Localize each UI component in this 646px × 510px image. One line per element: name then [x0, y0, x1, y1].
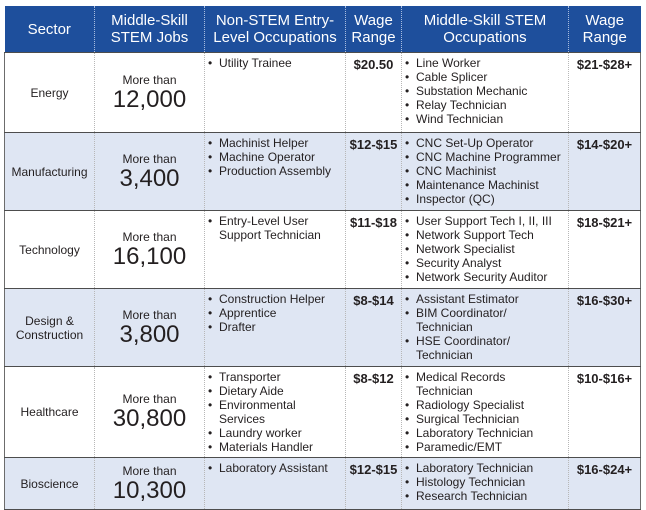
stem-occupations-cell — [402, 211, 569, 289]
jobs-cell — [95, 133, 205, 211]
list-item: • Surgical Technician — [405, 412, 565, 426]
list-item: • Drafter — [208, 320, 342, 334]
table-row — [5, 53, 641, 133]
table-body — [5, 53, 641, 510]
list-item: • Machinist Helper — [208, 136, 342, 150]
table-row — [5, 367, 641, 458]
jobs-prefix: More than — [122, 307, 177, 322]
list-item: • Security Analyst — [405, 256, 565, 270]
entry-occupations-list — [208, 461, 342, 475]
sector-cell: Healthcare — [5, 367, 95, 458]
table-header-row — [5, 6, 641, 53]
sector-cell: Manufacturing — [5, 133, 95, 211]
jobs-prefix: More than — [122, 463, 177, 478]
list-item: • Research Technician — [405, 489, 565, 503]
jobs-prefix: More than — [122, 392, 177, 406]
entry-occupations-cell — [205, 211, 346, 289]
stem-wage-cell: $16-$24+ — [569, 458, 641, 510]
stem-occupations-cell — [402, 133, 569, 211]
stem-occupations-list — [405, 56, 565, 126]
entry-occupations-list — [208, 56, 342, 70]
table-row — [5, 133, 641, 211]
table-row — [5, 211, 641, 289]
entry-wage-cell: $8-$12 — [346, 367, 402, 458]
jobs-count: 10,300 — [112, 476, 187, 504]
list-item: • Network Specialist — [405, 242, 565, 256]
stem-wage-cell: $21-$28+ — [569, 53, 641, 133]
jobs-prefix: More than — [122, 151, 177, 166]
list-item: • Paramedic/EMT — [405, 440, 565, 454]
entry-occupations-cell — [205, 289, 346, 367]
header-sector: Sector — [5, 6, 95, 53]
jobs-cell — [95, 211, 205, 289]
list-item: • Relay Technician — [405, 98, 565, 112]
entry-wage-cell: $12-$15 — [346, 458, 402, 510]
header-non-stem-entry-level: Non-STEM Entry-Level Occupations — [205, 6, 346, 53]
jobs-count: 3,800 — [119, 320, 180, 348]
table-row — [5, 289, 641, 367]
stem-occupations-list — [405, 461, 565, 503]
list-item: • Machine Operator — [208, 150, 342, 164]
list-item: • Laboratory Technician — [405, 461, 565, 475]
list-item: • Assistant Estimator — [405, 292, 565, 306]
entry-occupations-list — [208, 214, 342, 242]
list-item: • HSE Coordinator/ Technician — [405, 334, 565, 362]
list-item: • Wind Technician — [405, 112, 565, 126]
sector-cell: Energy — [5, 53, 95, 133]
entry-wage-cell: $20.50 — [346, 53, 402, 133]
stem-occupations-list — [405, 136, 565, 206]
jobs-count: 16,100 — [112, 242, 187, 270]
entry-occupations-cell — [205, 458, 346, 510]
stem-occupations-cell — [402, 289, 569, 367]
list-item: • CNC Machinist — [405, 164, 565, 178]
jobs-cell — [95, 289, 205, 367]
entry-occupations-cell — [205, 367, 346, 458]
jobs-count: 30,800 — [112, 405, 187, 432]
entry-occupations-list — [208, 292, 342, 334]
list-item: • Inspector (QC) — [405, 192, 565, 206]
list-item: • Dietary Aide — [208, 384, 342, 398]
entry-occupations-list — [208, 370, 342, 454]
list-item: • Laundry worker — [208, 426, 342, 440]
list-item: • Apprentice — [208, 306, 342, 320]
stem-wage-cell: $10-$16+ — [569, 367, 641, 458]
stem-occupations-list — [405, 214, 565, 284]
header-middle-skill-stem-occupations: Middle-Skill STEM Occupations — [402, 6, 569, 53]
sector-cell: Technology — [5, 211, 95, 289]
list-item: • Materials Handler — [208, 440, 342, 454]
list-item: • Medical Records Technician — [405, 370, 565, 398]
list-item: • Construction Helper — [208, 292, 342, 306]
jobs-cell — [95, 367, 205, 458]
list-item: • Transporter — [208, 370, 342, 384]
entry-wage-cell: $12-$15 — [346, 133, 402, 211]
jobs-prefix: More than — [122, 229, 177, 244]
stem-occupations-cell — [402, 367, 569, 458]
list-item: • Cable Splicer — [405, 70, 565, 84]
entry-occupations-cell — [205, 133, 346, 211]
list-item: • Histology Technician — [405, 475, 565, 489]
list-item: • Laboratory Assistant — [208, 461, 342, 475]
stem-wage-cell: $18-$21+ — [569, 211, 641, 289]
stem-wage-cell: $16-$30+ — [569, 289, 641, 367]
list-item: • Radiology Specialist — [405, 398, 565, 412]
sector-cell: Design & Construction — [5, 289, 95, 367]
list-item: • User Support Tech I, II, III — [405, 214, 565, 228]
entry-occupations-cell — [205, 53, 346, 133]
list-item: • Line Worker — [405, 56, 565, 70]
list-item: • Environmental Services — [208, 398, 342, 426]
stem-jobs-table-container — [4, 6, 640, 510]
sector-cell: Bioscience — [5, 458, 95, 510]
list-item: • Laboratory Technician — [405, 426, 565, 440]
list-item: • CNC Set-Up Operator — [405, 136, 565, 150]
stem-wage-cell: $14-$20+ — [569, 133, 641, 211]
table-row — [5, 458, 641, 510]
entry-wage-cell: $8-$14 — [346, 289, 402, 367]
jobs-count: 3,400 — [119, 164, 180, 192]
jobs-count: 12,000 — [112, 85, 187, 113]
list-item: • CNC Machine Programmer — [405, 150, 565, 164]
jobs-cell — [95, 53, 205, 133]
list-item: • BIM Coordinator/ Technician — [405, 306, 565, 334]
header-middle-skill-stem-jobs: Middle-Skill STEM Jobs — [95, 6, 205, 53]
stem-occupations-cell — [402, 458, 569, 510]
entry-occupations-list — [208, 136, 342, 178]
stem-occupations-list — [405, 370, 565, 454]
header-stem-wage-range: Wage Range — [569, 6, 641, 53]
jobs-cell — [95, 458, 205, 510]
stem-occupations-list — [405, 292, 565, 362]
list-item: • Production Assembly — [208, 164, 342, 178]
list-item: • Entry-Level User Support Technician — [208, 214, 342, 242]
jobs-prefix: More than — [122, 72, 177, 87]
list-item: • Substation Mechanic — [405, 84, 565, 98]
list-item: • Network Support Tech — [405, 228, 565, 242]
list-item: • Maintenance Machinist — [405, 178, 565, 192]
entry-wage-cell: $11-$18 — [346, 211, 402, 289]
list-item: • Utility Trainee — [208, 56, 342, 70]
stem-jobs-table — [4, 6, 641, 510]
header-entry-wage-range: Wage Range — [346, 6, 402, 53]
stem-occupations-cell — [402, 53, 569, 133]
list-item: • Network Security Auditor — [405, 270, 565, 284]
